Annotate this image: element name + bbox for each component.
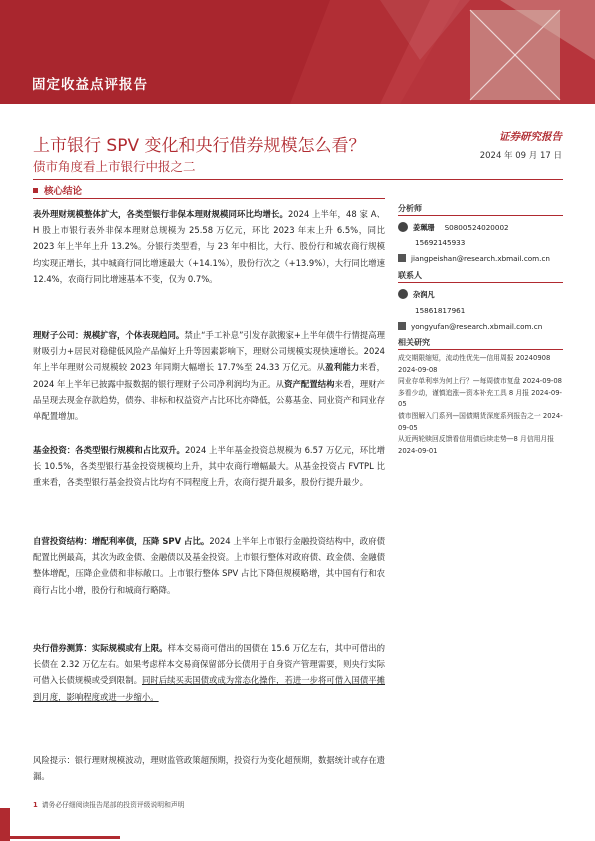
paragraph-text: 来看，2024 年上半年已披露中报数据的银行理财子公司净利润均为正。从 — [33, 362, 385, 389]
analyst-cert: S0800524020002 — [444, 223, 509, 232]
header-banner — [0, 0, 595, 104]
analyst-section-label: 分析师 — [398, 204, 422, 213]
risk-warning: 风险提示：银行理财规模波动，理财监管政策超预期，投资行为变化超预期，数据统计或存在遗漏。 — [33, 755, 385, 782]
paragraph-text: 禁止“手工补息”引发存款搬家+上半年债牛行情提高理财吸引力+居民对稳健低风险产品偏好上升等因素影响下，理财公司规模实现快速增长。2024 年上半年理财公司规模较 2023 年同期大幅增长 17.7%至 24.33 万亿元。从 — [33, 330, 385, 373]
analyst-name: 姜珮珊 — [413, 223, 435, 232]
contact-email[interactable]: yongyufan@research.xbmail.com.cn — [411, 322, 543, 331]
contact-name: 杂润凡 — [413, 290, 435, 299]
paragraph-text: 样本交易商可借出的国债在 15.6 万亿左右，其中可借出的长债在 2.32 万亿左右。如果考虑样本交易商保留部分长债用于自身资产管理需要，则央行实际可借入长债规模或受到限制。 — [33, 643, 385, 686]
paragraph-keyword: 盈利能力 — [325, 362, 360, 373]
core-conclusion-heading — [33, 183, 82, 197]
report-date: 2024 年 09 月 17 日 — [479, 151, 562, 161]
related-item[interactable]: 多看少动，谨慎追涨—资本补充工具 8 月报 2024-09-05 — [398, 388, 563, 409]
related-research-list — [398, 353, 563, 457]
page-subtitle: 债市角度看上市银行中报之二 — [33, 159, 196, 174]
contact-name-row — [398, 289, 445, 300]
paragraph-underlined-text: 同时后续买卖国债或成为常态化操作，若进一步将可借入国债平摊到月度，影响程度或进一步缩小。 — [33, 675, 386, 702]
contact-divider — [398, 282, 563, 283]
related-item[interactable]: 从近两轮赎回反馈看信用债后续走势—8 月信用月报 2024-09-01 — [398, 435, 555, 455]
analyst-email[interactable]: jiangpeishan@research.xbmail.com.cn — [411, 254, 550, 263]
report-category: 固定收益点评报告 — [32, 77, 148, 93]
paragraph-heading: 央行借券测算：实际规模或有上限。 — [33, 643, 168, 653]
paragraph-text: 2024 上半年基金投资总规模为 6.57 万亿元，环比增长 10.5%，各类型银行基金投资规模均上升，其中农商行增幅最大。从基金投资占 FVTPL 比重来看，各类型银行基金投资占比均有不同程度上升，农商行提升最多，股份行提升最少。 — [33, 445, 386, 488]
paragraph-proprietary-investment — [33, 533, 385, 598]
footer — [33, 799, 184, 809]
paragraph-heading: 表外理财规模整体扩大，各类型银行非保本理财规模同环比均增长。 — [33, 209, 288, 219]
related-item[interactable]: 成交期限缩短，流动性优先—信用周报 20240908 2024-09-08 — [398, 354, 551, 374]
person-icon — [398, 222, 408, 232]
footer-disclaimer: 请务必仔细阅读报告尾部的投资评级说明和声明 — [41, 801, 185, 809]
report-type-label: 证券研究报告 — [499, 131, 562, 143]
related-divider — [398, 349, 563, 350]
person-icon — [398, 289, 408, 299]
contact-phone: 15861817961 — [415, 306, 466, 315]
page-number: 1 — [33, 801, 38, 809]
analyst-email-row — [398, 254, 550, 263]
analyst-name-row — [398, 222, 509, 233]
mail-icon — [398, 254, 406, 262]
paragraph-text: 来看，理财产品呈现去现金存款趋势，债券、非标和权益资产占比环比亦降低，公募基金、同业资产和同业存单配置增加。 — [33, 378, 386, 422]
footer-accent-line — [0, 836, 120, 839]
paragraph-heading: 理财子公司：规模扩容，个体表现趋同。 — [33, 330, 185, 340]
related-item[interactable]: 债市图解入门系列—国债期货深度系列报告之一 2024-09-05 — [398, 411, 563, 432]
title-divider — [33, 179, 563, 180]
core-conclusion-label: 核心结论 — [44, 186, 83, 197]
paragraph-wm-subsidiary — [33, 327, 385, 424]
section-divider — [33, 198, 385, 199]
paragraph-text: 2024 上半年，48 家 A、H 股上市银行表外非保本理财总规模为 25.58 万亿元，环比 2023 年末上升 6.5%，同比 2023 年上半年上升 13.2%。分银行类型看，与 23 年中相比，大行、股份行和城农商行规模均实现正增长，其中城商行同比增速最大（+14.1%），股份行次之（+13.9%），大行同比增速 12.4%，农商行同比增速基本不变，仅为 0.7%。 — [33, 209, 385, 284]
mail-icon — [398, 322, 406, 330]
paragraph-wealth-management — [33, 206, 385, 287]
bullet-square-icon — [33, 188, 38, 193]
related-item[interactable]: 同业存单利率为何上行？—每周债市复盘 2024-09-08 — [398, 377, 563, 386]
related-section-label: 相关研究 — [398, 338, 430, 347]
analyst-phone: 15692145933 — [415, 238, 466, 247]
paragraph-text: 2024 上半年上市银行金融投资结构中，政府债配置比例最高，其次为政金债、金融债以及基金投资。上市银行整体对政府债、政金债、金融债整体增配，压降企业债和非标敞口。上市银行整体 SPV 占比下降但规模略增，其中国有行和农商行占比小增，股份行和城商行略降。 — [33, 536, 385, 595]
paragraph-heading: 自营投资结构：增配利率债，压降 SPV 占比。 — [33, 536, 210, 546]
contact-section-label: 联系人 — [398, 271, 422, 280]
page-title: 上市银行 SPV 变化和央行借券规模怎么看？ — [33, 136, 366, 156]
analyst-divider — [398, 215, 563, 216]
paragraph-heading: 基金投资：各类型银行规模和占比双升。 — [33, 445, 185, 455]
paragraph-fund-investment — [33, 442, 385, 491]
contact-email-row — [398, 322, 542, 331]
paragraph-keyword: 资产配置结构 — [284, 378, 335, 389]
paragraph-pboc-bond-lending — [33, 640, 385, 705]
